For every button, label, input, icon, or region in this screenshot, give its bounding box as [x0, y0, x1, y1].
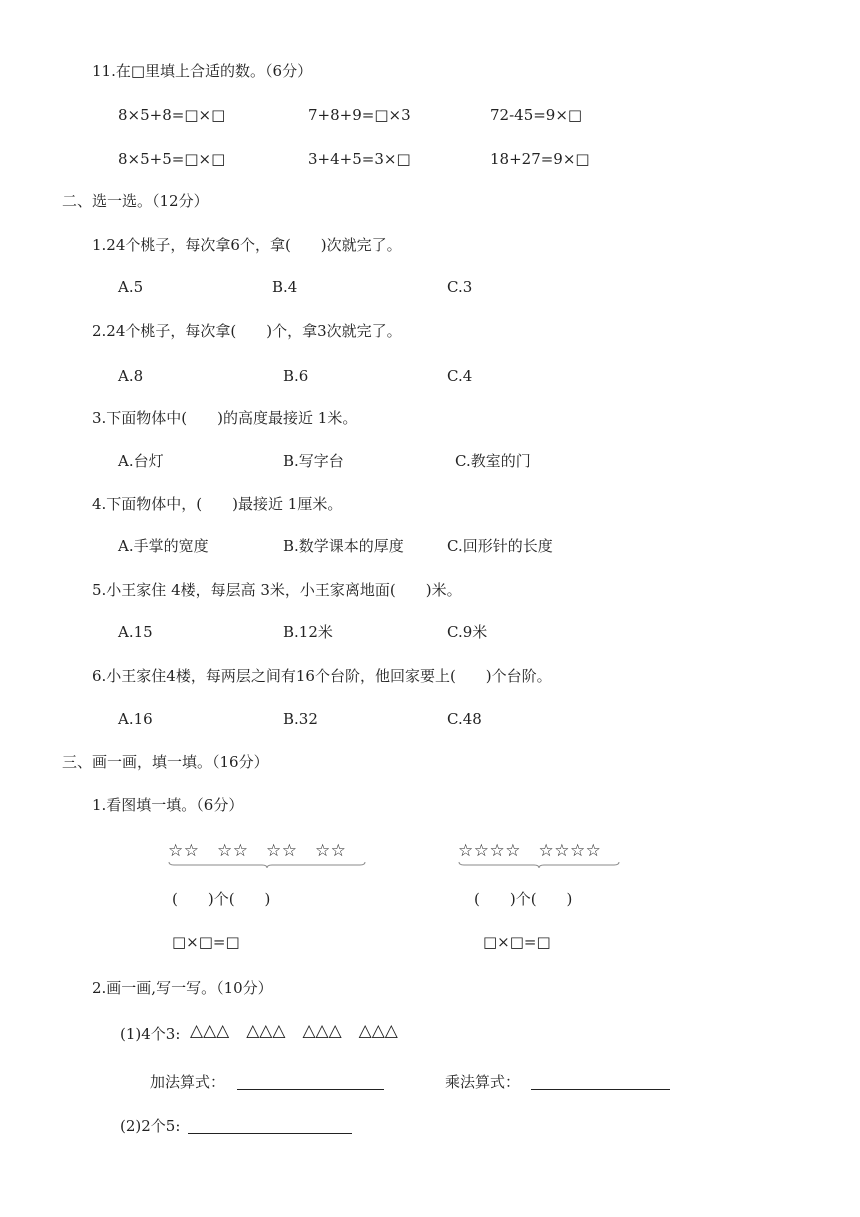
option-a: A.15	[118, 623, 153, 641]
option-b: B.写字台	[283, 452, 344, 470]
q11-title: 11.在□里填上合适的数。（6分）	[92, 62, 313, 80]
option-b: B.4	[272, 278, 298, 296]
blank-right: ( )个( )	[474, 890, 573, 908]
option-c: C.9米	[447, 623, 488, 641]
star-group-left: ☆☆ ☆☆ ☆☆ ☆☆	[168, 841, 347, 861]
add-label: 加法算式：	[150, 1073, 226, 1091]
option-c: C.教室的门	[455, 452, 531, 470]
question-text: 6.小王家住4楼，每两层之间有16个台阶，他回家要上( )个台阶。	[92, 667, 552, 685]
q11-eq-1: 8×5+8=□×□	[118, 106, 226, 124]
option-b: B.6	[283, 367, 309, 385]
section2-title: 二、选一选。（12分）	[62, 192, 209, 210]
option-a: A.5	[118, 278, 144, 296]
equation-right: □×□=□	[483, 933, 551, 951]
option-b: B.数学课本的厚度	[283, 537, 404, 555]
option-c: C.回形针的长度	[447, 537, 553, 555]
option-c: C.48	[447, 710, 482, 728]
add-answer-line[interactable]	[237, 1089, 384, 1090]
brace-left	[168, 861, 366, 869]
question-text: 5.小王家住 4楼，每层高 3米，小王家离地面( )米。	[92, 581, 462, 599]
option-a: A.台灯	[118, 452, 164, 470]
question-text: 2.24个桃子，每次拿( )个，拿3次就完了。	[92, 322, 402, 340]
section3-title: 三、画一画，填一填。（16分）	[62, 753, 269, 771]
option-a: A.16	[118, 710, 153, 728]
mul-label: 乘法算式：	[445, 1073, 521, 1091]
question-text: 1.24个桃子，每次拿6个，拿( )次就完了。	[92, 236, 402, 254]
q11-eq-4: 8×5+5=□×□	[118, 150, 226, 168]
brace-right	[458, 861, 620, 869]
sub2-label: (2)2个5:	[120, 1117, 181, 1135]
option-b: B.12米	[283, 623, 333, 641]
sub2-answer-line[interactable]	[188, 1133, 352, 1134]
equation-left: □×□=□	[172, 933, 240, 951]
option-a: A.8	[118, 367, 144, 385]
mul-answer-line[interactable]	[531, 1089, 670, 1090]
question-text: 3.下面物体中( )的高度最接近 1米。	[92, 409, 358, 427]
blank-left: ( )个( )	[172, 890, 271, 908]
question-text: 1.看图填一填。（6分）	[92, 796, 244, 814]
q11-eq-3: 72-45=9×□	[490, 106, 583, 124]
option-c: C.3	[447, 278, 473, 296]
triangle-groups: △△△ △△△ △△△ △△△	[190, 1021, 398, 1041]
q11-eq-6: 18+27=9×□	[490, 150, 590, 168]
question-text: 2.画一画,写一写。（10分）	[92, 979, 273, 997]
option-b: B.32	[283, 710, 318, 728]
sub1-label: (1)4个3:	[120, 1025, 181, 1043]
star-group-right: ☆☆☆☆ ☆☆☆☆	[458, 841, 602, 861]
q11-eq-5: 3+4+5=3×□	[308, 150, 411, 168]
option-c: C.4	[447, 367, 473, 385]
option-a: A.手掌的宽度	[118, 537, 209, 555]
q11-eq-2: 7+8+9=□×3	[308, 106, 411, 124]
question-text: 4.下面物体中，( )最接近 1厘米。	[92, 495, 343, 513]
